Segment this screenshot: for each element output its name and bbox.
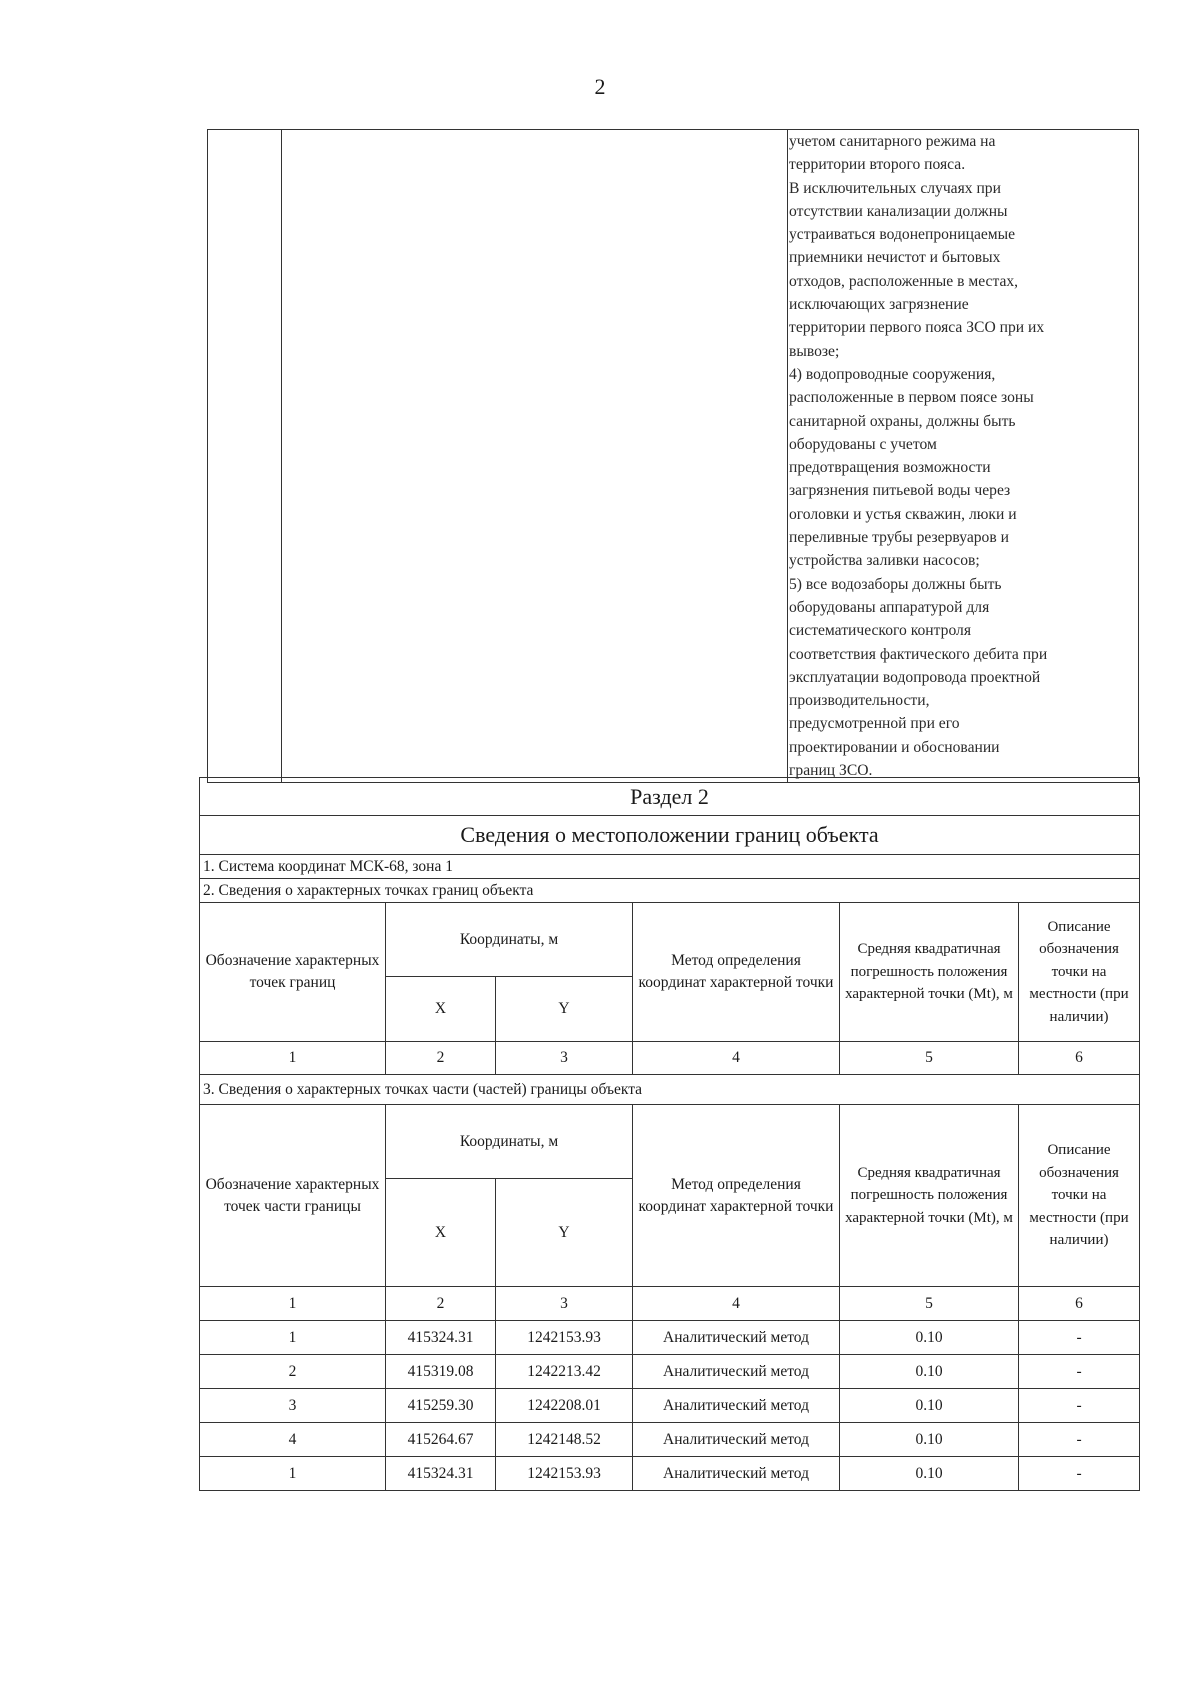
header-method: Метод определения координат характерной точки [633, 903, 840, 1042]
col-number: 2 [386, 1287, 496, 1321]
continuation-text [789, 130, 1139, 782]
continuation-line: предотвращения возможности [789, 459, 991, 477]
point-number: 1 [200, 1321, 386, 1355]
continuation-line: вывозе; [789, 342, 840, 360]
point-number: 3 [200, 1389, 386, 1423]
continuation-line: оголовки и устья скважин, люки и [789, 505, 1017, 523]
continuation-line: оборудованы с учетом [789, 435, 937, 453]
continuation-line: 4) водопроводные сооружения, [789, 365, 996, 383]
header-y: Y [496, 977, 633, 1042]
section-heading: Раздел 2 [200, 778, 1140, 816]
continuation-line: устройства заливки насосов; [789, 552, 980, 570]
col-number: 1 [200, 1042, 386, 1075]
header-description: Описание обозначения точки на местности (при наличии) [1019, 903, 1140, 1042]
point-y: 1242208.01 [496, 1389, 633, 1423]
section-2-table [199, 777, 1140, 1491]
continuation-line: эксплуатации водопровода проектной [789, 668, 1041, 686]
point-mt: 0.10 [840, 1321, 1019, 1355]
header-x: X [386, 977, 496, 1042]
continuation-line: оборудованы аппаратурой для [789, 598, 990, 616]
point-method: Аналитический метод [633, 1321, 840, 1355]
header-method: Метод определения координат характерной точки [633, 1105, 840, 1287]
header-designation: Обозначение характерных точек границ [200, 903, 386, 1042]
point-mt: 0.10 [840, 1457, 1019, 1491]
point-number: 4 [200, 1423, 386, 1457]
continuation-col-divider-2 [787, 129, 788, 783]
point-y: 1242153.93 [496, 1321, 633, 1355]
page-number: 2 [594, 74, 606, 99]
continuation-line: проектировании и обосновании [789, 738, 1000, 756]
header-y: Y [496, 1179, 633, 1287]
continuation-line: отсутствии канализации должны [789, 202, 1008, 220]
section-title: Сведения о местоположении границ объекта [200, 816, 1140, 855]
point-x: 415324.31 [386, 1457, 496, 1491]
continuation-line: санитарной охраны, должны быть [789, 412, 1016, 430]
point-y: 1242213.42 [496, 1355, 633, 1389]
continuation-line: территории второго пояса. [789, 156, 966, 174]
parts-heading: 3. Сведения о характерных точках части (частей) границы объекта [200, 1075, 1140, 1105]
continuation-col-divider-1 [281, 129, 282, 783]
table-row [200, 1389, 1140, 1423]
point-method: Аналитический метод [633, 1355, 840, 1389]
continuation-line: устраиваться водонепроницаемые [789, 226, 1016, 244]
point-description: - [1019, 1457, 1140, 1491]
point-method: Аналитический метод [633, 1457, 840, 1491]
points-heading: 2. Сведения о характерных точках границ объекта [200, 879, 1140, 903]
point-x: 415259.30 [386, 1389, 496, 1423]
point-number: 2 [200, 1355, 386, 1389]
continuation-line: 5) все водозаборы должны быть [789, 575, 1002, 593]
continuation-line: загрязнения питьевой воды через [789, 482, 1011, 500]
point-mt: 0.10 [840, 1423, 1019, 1457]
continuation-line: систематического контроля [789, 622, 971, 640]
continuation-line: переливные трубы резервуаров и [789, 529, 1009, 547]
point-x: 415264.67 [386, 1423, 496, 1457]
point-number: 1 [200, 1457, 386, 1491]
header-coords: Координаты, м [386, 1105, 633, 1179]
table-row [200, 1457, 1140, 1491]
coord-system: 1. Система координат МСК-68, зона 1 [200, 855, 1140, 879]
point-description: - [1019, 1355, 1140, 1389]
col-number: 4 [633, 1287, 840, 1321]
point-x: 415324.31 [386, 1321, 496, 1355]
continuation-line: территории первого пояса ЗСО при их [789, 319, 1045, 337]
point-description: - [1019, 1389, 1140, 1423]
point-y: 1242153.93 [496, 1457, 633, 1491]
col-number: 3 [496, 1287, 633, 1321]
point-method: Аналитический метод [633, 1423, 840, 1457]
point-method: Аналитический метод [633, 1389, 840, 1423]
continuation-line: приемники нечистот и бытовых [789, 249, 1001, 267]
continuation-line: границ ЗСО. [789, 762, 873, 780]
point-mt: 0.10 [840, 1355, 1019, 1389]
continuation-line: исключающих загрязнение [789, 296, 969, 314]
header-error: Средняя квадратичная погрешность положения характерной точки (Mt), м [840, 1105, 1019, 1287]
point-mt: 0.10 [840, 1389, 1019, 1423]
col-number: 1 [200, 1287, 386, 1321]
point-description: - [1019, 1321, 1140, 1355]
continuation-line: соответствия фактического дебита при [789, 645, 1048, 663]
continuation-line: производительности, [789, 692, 930, 710]
header-error: Средняя квадратичная погрешность положения характерной точки (Mt), м [840, 903, 1019, 1042]
col-number: 5 [840, 1042, 1019, 1075]
point-description: - [1019, 1423, 1140, 1457]
col-number: 4 [633, 1042, 840, 1075]
header-description: Описание обозначения точки на местности (при наличии) [1019, 1105, 1140, 1287]
point-x: 415319.08 [386, 1355, 496, 1389]
col-number: 6 [1019, 1287, 1140, 1321]
point-y: 1242148.52 [496, 1423, 633, 1457]
header-x: X [386, 1179, 496, 1287]
col-number: 6 [1019, 1042, 1140, 1075]
col-number: 5 [840, 1287, 1019, 1321]
continuation-line: В исключительных случаях при [789, 179, 1001, 197]
table-row [200, 1355, 1140, 1389]
continuation-line: отходов, расположенные в местах, [789, 272, 1019, 290]
header-coords: Координаты, м [386, 903, 633, 977]
col-number: 2 [386, 1042, 496, 1075]
continuation-line: расположенные в первом поясе зоны [789, 389, 1034, 407]
continuation-line: предусмотренной при его [789, 715, 960, 733]
header-designation-part: Обозначение характерных точек части границы [200, 1105, 386, 1287]
col-number: 3 [496, 1042, 633, 1075]
continuation-line: учетом санитарного режима на [789, 133, 996, 150]
table-row [200, 1423, 1140, 1457]
table-row [200, 1321, 1140, 1355]
